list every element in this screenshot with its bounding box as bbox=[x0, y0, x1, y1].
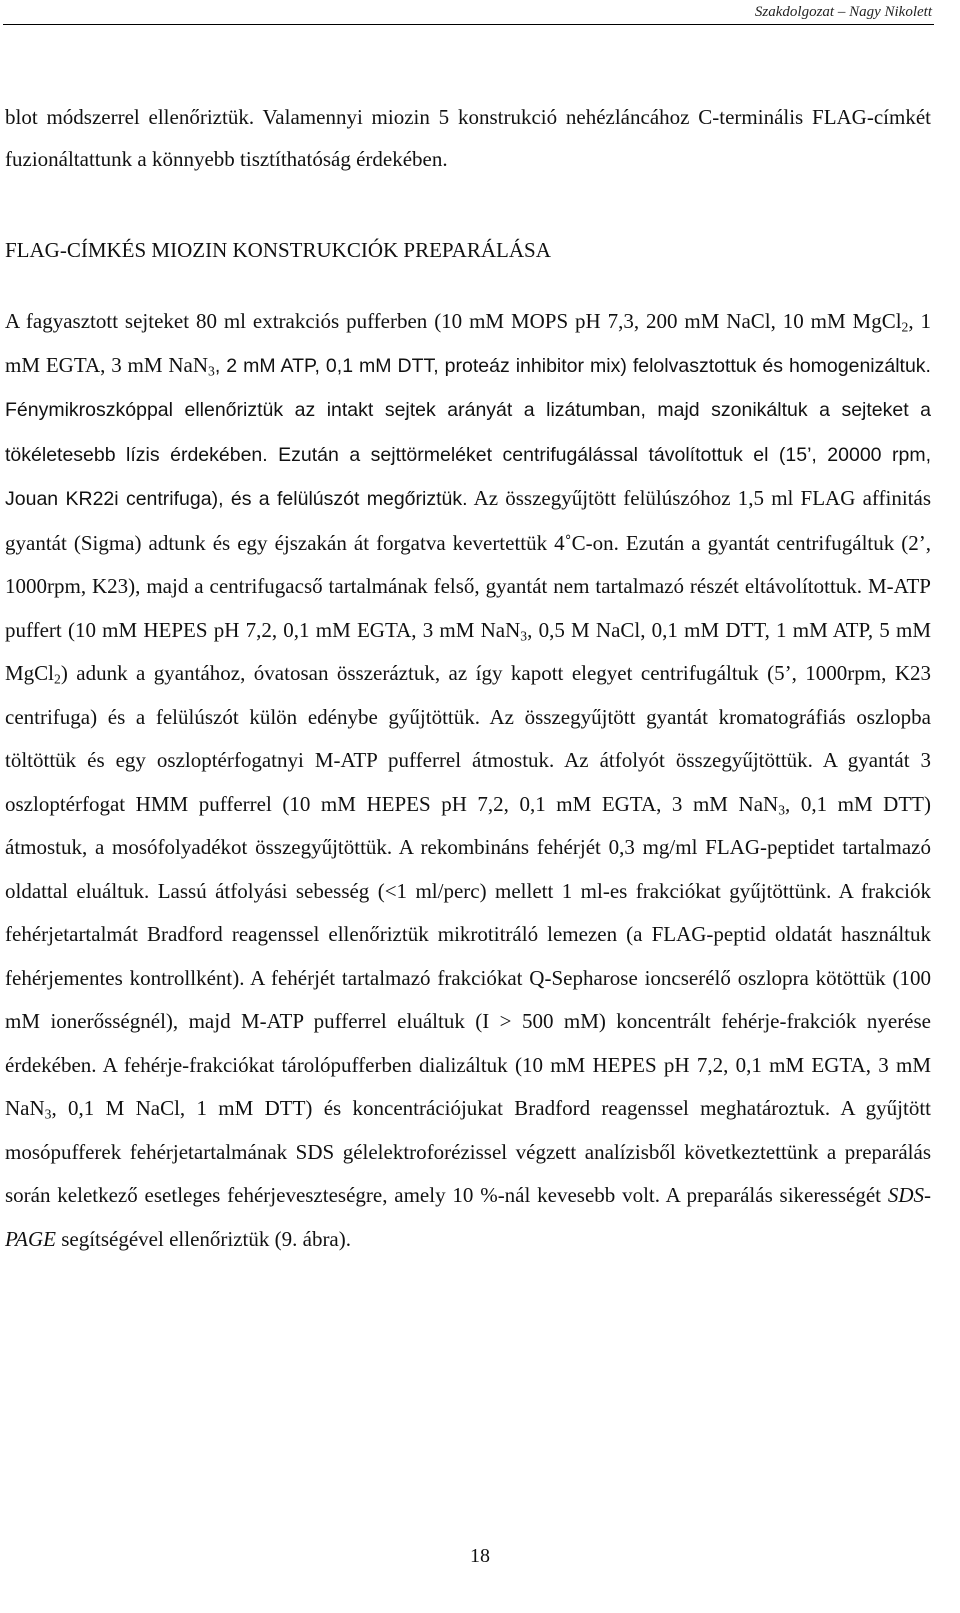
section-heading: FLAG-CÍMKÉS MIOZIN KONSTRUKCIÓK PREPARÁLÁSA bbox=[5, 238, 551, 262]
page-number: 18 bbox=[470, 1545, 490, 1567]
intro-paragraph: blot módszerrel ellenőriztük. Valamennyi miozin 5 konstrukció nehézláncához C-terminális FLAG-címkét fuzionáltattunk a könnyebb tisztíthatóság érdekében. bbox=[5, 105, 931, 171]
body-text-2: , 1 mM EGTA, 3 mM NaN bbox=[5, 309, 932, 377]
body-text-6: ) adunk a gyantához, óvatosan összeráztuk, az így kapott elegyet centrifugáltuk (5’, 1000rpm, K23 centrifuga) és a felülúszót külön edénybe gyűjtöttük. Az összegyűjtött gyantát kromatográfiás oszlopba töltöttük és egy oszloptérfogatnyi M-ATP pufferrel átmostuk. Az átfolyót összegyűjtöttük. A gyantát 3 oszloptérfogat HMM pufferrel (10 mM HEPES pH 7,2, 0,1 mM EGTA, 3 mM NaN bbox=[5, 661, 931, 816]
body-text-3: , 2 mM ATP, 0,1 mM DTT, proteáz inhibitor mix) felolvasztottuk és homogenizáltuk. Fénymikroszkóppal ellenőriztük az intakt sejtek arányát a lizátumban, majd szonikáltuk a sejteket a tökéletesebb lízis érdekében. Ezután a sejttörmeléket centrifugálással távolítottuk el (15’, 20000 rpm, Jouan KR22i centrifuga), és a felülúszót megőriztük. bbox=[5, 354, 931, 510]
body-text-4: Az összegyűjtött felülúszóhoz 1,5 ml FLAG affinitás gyantát (Sigma) adtunk és egy éjszakán át forgatva kevertettük 4˚C-on. Ezután a gyantát centrifugáltuk (2’, 1000rpm, K23), majd a centrifugacső tartalmának felső, gyantát nem tartalmazó részét eltávolítottuk. M-ATP puffert (10 mM HEPES pH 7,2, 0,1 mM EGTA, 3 mM NaN bbox=[5, 486, 931, 642]
subscript: 2 bbox=[54, 671, 61, 687]
body-text-7: , 0,1 mM DTT) átmostuk, a mosófolyadékot összegyűjtöttük. A rekombináns fehérjét 0,3 mg/ml FLAG-peptidet tartalmazó oldattal eluáltuk. Lassú átfolyási sebesség (<1 ml/perc) mellett 1 ml-es frakciókat gyűjtöttünk. A frakciók fehérjetartalmát Bradford reagenssel ellenőriztük mikrotitráló lemezen (a FLAG-peptid oldatát használtuk fehérjementes kontrollként). A fehérjét tartalmazó frakciókat Q-Sepharose ioncserélő oszlopra kötöttük (100 mM ionerősségnél), majd M-ATP pufferrel eluáltuk (I > 500 mM) koncentrált fehérje-frakciók nyerése érdekében. A fehérje-frakciókat tárolópufferben dializáltuk (10 mM HEPES pH 7,2, 0,1 mM EGTA, 3 mM NaN bbox=[5, 791, 931, 1120]
italic-term: SDS-PAGE bbox=[5, 1183, 931, 1251]
subscript: 3 bbox=[44, 1106, 52, 1122]
header-rule bbox=[3, 24, 934, 25]
subscript: 3 bbox=[208, 362, 215, 378]
body-text-1: A fagyasztott sejteket 80 ml extrakciós pufferben (10 mM MOPS pH 7,3, 200 mM NaCl, 10 mM MgCl bbox=[5, 309, 902, 333]
body-text-8: , 0,1 M NaCl, 1 mM DTT) és koncentrációjukat Bradford reagenssel meghatároztuk. A gyűjtött mosópufferek fehérjetartalmának SDS gélelektroforézissel végzett analízisből következtettünk a preparálás során keletkező esetleges fehérjeveszteségre, amely 10 %-nál kevesebb volt. A preparálás sikerességét bbox=[5, 1096, 931, 1207]
body-paragraph bbox=[5, 300, 931, 1261]
body-text-9: segítségével ellenőriztük (9. ábra). bbox=[55, 1226, 351, 1251]
subscript: 3 bbox=[520, 627, 528, 643]
subscript: 3 bbox=[778, 801, 786, 817]
running-header: Szakdolgozat – Nagy Nikolett bbox=[754, 4, 932, 20]
body-text-5: , 0,5 M NaCl, 0,1 mM DTT, 1 mM ATP, 5 mM MgCl bbox=[5, 617, 931, 685]
subscript: 2 bbox=[901, 319, 909, 335]
